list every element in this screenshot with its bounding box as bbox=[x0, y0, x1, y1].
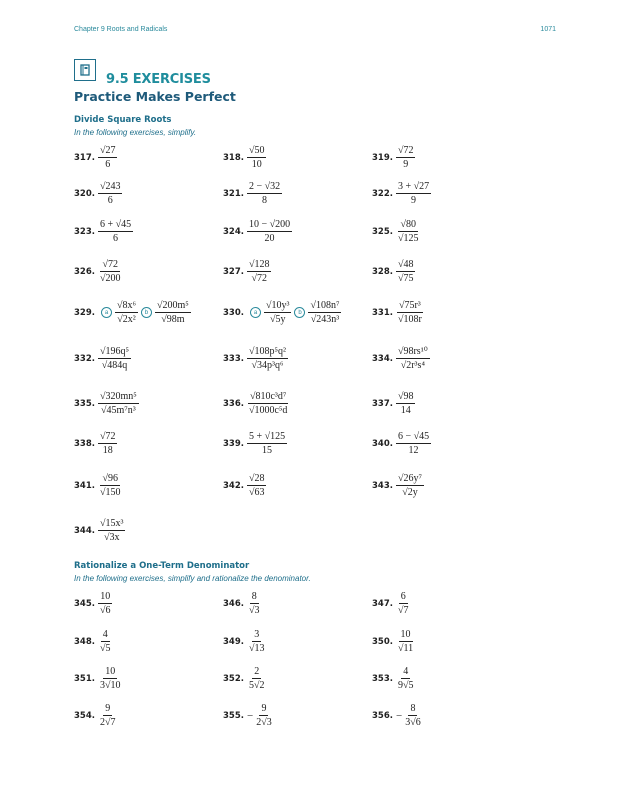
fraction bbox=[247, 259, 272, 284]
exercise-item bbox=[74, 591, 112, 616]
numerator: 10 bbox=[100, 591, 111, 602]
exercise-item bbox=[223, 181, 282, 206]
numerator: √320mn⁵ bbox=[99, 391, 137, 402]
denominator: √7 bbox=[397, 605, 409, 616]
fraction bbox=[98, 431, 118, 456]
numerator: 9 bbox=[105, 703, 111, 714]
fraction bbox=[396, 473, 424, 498]
numerator: √810c³d⁷ bbox=[249, 391, 287, 402]
exercise-item bbox=[74, 219, 133, 244]
fraction bbox=[98, 518, 126, 543]
exercise-number: 356. bbox=[372, 710, 393, 721]
fraction bbox=[396, 431, 431, 456]
fraction bbox=[396, 219, 421, 244]
numerator: 5 + √125 bbox=[248, 431, 286, 442]
fraction bbox=[98, 145, 118, 170]
exercise-number: 350. bbox=[372, 636, 393, 647]
denominator: √150 bbox=[99, 487, 121, 498]
numerator: 8 bbox=[251, 591, 257, 602]
exercise-item bbox=[223, 145, 266, 170]
running-header-chapter: Chapter 9 Roots and Radicals bbox=[74, 26, 168, 33]
exercise-number: 327. bbox=[223, 266, 244, 277]
numerator: √108p⁵q² bbox=[248, 346, 286, 357]
numerator: 4 bbox=[102, 629, 108, 640]
fraction bbox=[247, 145, 267, 170]
exercise-number: 353. bbox=[372, 673, 393, 684]
fraction bbox=[396, 391, 416, 416]
exercise-item bbox=[372, 145, 415, 170]
numerator: √80 bbox=[400, 219, 416, 230]
denominator: √98m bbox=[161, 314, 185, 325]
exercise-number: 334. bbox=[372, 353, 393, 364]
denominator: 10 bbox=[251, 159, 262, 170]
fraction bbox=[264, 300, 292, 325]
exercise-number: 317. bbox=[74, 152, 95, 163]
exercise-item bbox=[223, 591, 261, 616]
denominator: 20 bbox=[264, 233, 275, 244]
numerator: 8 bbox=[410, 703, 416, 714]
denominator: 3√6 bbox=[405, 717, 421, 728]
fraction bbox=[403, 703, 423, 728]
denominator: √63 bbox=[248, 487, 265, 498]
exercise-item bbox=[372, 591, 410, 616]
exercise-number: 328. bbox=[372, 266, 393, 277]
fraction bbox=[247, 391, 289, 416]
exercise-item bbox=[74, 181, 122, 206]
exercise-item bbox=[372, 473, 424, 498]
numerator: √98rs¹⁰ bbox=[397, 346, 428, 357]
exercise-number: 329. bbox=[74, 307, 95, 318]
fraction bbox=[254, 703, 274, 728]
denominator: √11 bbox=[397, 643, 414, 654]
fraction bbox=[247, 431, 287, 456]
fraction bbox=[247, 591, 262, 616]
exercise-item bbox=[372, 666, 415, 691]
exercise-item bbox=[223, 259, 271, 284]
numerator: 10 bbox=[400, 629, 411, 640]
minus-sign: − bbox=[246, 709, 254, 722]
exercise-item bbox=[223, 473, 266, 498]
exercise-number: 320. bbox=[74, 188, 95, 199]
numerator: √27 bbox=[99, 145, 116, 156]
fraction bbox=[396, 259, 416, 284]
numerator: √15x³ bbox=[99, 518, 124, 529]
exercise-item bbox=[372, 629, 415, 654]
exercise-item bbox=[74, 666, 122, 691]
fraction bbox=[247, 181, 282, 206]
exercise-item bbox=[74, 629, 112, 654]
fraction bbox=[396, 300, 424, 325]
numerator: √50 bbox=[248, 145, 265, 156]
exercise-item bbox=[223, 666, 266, 691]
exercise-number: 345. bbox=[74, 598, 95, 609]
exercise-number: 355. bbox=[223, 710, 244, 721]
denominator: 2√7 bbox=[99, 717, 116, 728]
page-number: 1071 bbox=[540, 26, 556, 33]
exercise-item bbox=[223, 346, 288, 371]
exercise-item bbox=[74, 346, 131, 371]
exercise-item bbox=[74, 391, 139, 416]
exercise-number: 348. bbox=[74, 636, 95, 647]
exercise-item bbox=[372, 219, 420, 244]
denominator: √13 bbox=[248, 643, 265, 654]
exercise-number: 338. bbox=[74, 438, 95, 449]
fraction bbox=[396, 346, 430, 371]
denominator: 14 bbox=[400, 405, 411, 416]
fraction bbox=[247, 473, 267, 498]
denominator: √5y bbox=[269, 314, 286, 325]
numerator: 9 bbox=[261, 703, 267, 714]
denominator: √125 bbox=[397, 233, 419, 244]
denominator: √108r bbox=[397, 314, 422, 325]
fraction bbox=[98, 219, 133, 244]
exercise-number: 342. bbox=[223, 480, 244, 491]
denominator: 8 bbox=[262, 195, 268, 206]
exercise-item bbox=[372, 259, 415, 284]
exercise-item bbox=[74, 300, 191, 325]
numerator: √72 bbox=[102, 259, 118, 270]
denominator: 3√10 bbox=[99, 680, 121, 691]
exercise-number: 352. bbox=[223, 673, 244, 684]
group-title: Divide Square Roots bbox=[74, 115, 172, 125]
numerator: √28 bbox=[248, 473, 265, 484]
exercise-number: 319. bbox=[372, 152, 393, 163]
denominator: 9 bbox=[411, 195, 417, 206]
exercise-item bbox=[372, 181, 431, 206]
fraction-b bbox=[155, 300, 191, 325]
fraction bbox=[98, 703, 118, 728]
exercise-number: 333. bbox=[223, 353, 244, 364]
fraction bbox=[98, 259, 123, 284]
denominator: √2r³s⁴ bbox=[400, 360, 425, 371]
numerator: √108n⁷ bbox=[310, 300, 340, 311]
exercise-number: 318. bbox=[223, 152, 244, 163]
numerator: √48 bbox=[397, 259, 414, 270]
numerator: √8x⁶ bbox=[116, 300, 136, 311]
fraction bbox=[247, 219, 292, 244]
denominator: 12 bbox=[408, 445, 419, 456]
exercise-number: 323. bbox=[74, 226, 95, 237]
numerator: 3 bbox=[254, 629, 260, 640]
part-a-label: a bbox=[101, 307, 112, 318]
fraction bbox=[98, 391, 139, 416]
exercise-number: 321. bbox=[223, 188, 244, 199]
denominator: √1000c⁵d bbox=[248, 405, 288, 416]
exercise-number: 337. bbox=[372, 398, 393, 409]
numerator: 10 bbox=[105, 666, 116, 677]
denominator: 6 bbox=[113, 233, 119, 244]
exercise-item bbox=[74, 431, 117, 456]
group-instruction: In the following exercises, simplify. bbox=[74, 128, 197, 137]
fraction-b bbox=[308, 300, 341, 325]
denominator: 9√5 bbox=[397, 680, 414, 691]
exercise-item bbox=[74, 703, 117, 728]
exercise-number: 343. bbox=[372, 480, 393, 491]
exercise-number: 347. bbox=[372, 598, 393, 609]
denominator: √3 bbox=[248, 605, 260, 616]
numerator: 10 − √200 bbox=[248, 219, 291, 230]
minus-sign: − bbox=[395, 709, 403, 722]
exercise-number: 335. bbox=[74, 398, 95, 409]
numerator: 3 + √27 bbox=[397, 181, 430, 192]
exercise-item bbox=[372, 703, 423, 728]
exercise-number: 324. bbox=[223, 226, 244, 237]
numerator: √128 bbox=[248, 259, 270, 270]
fraction bbox=[247, 346, 288, 371]
exercise-item bbox=[74, 473, 122, 498]
exercise-item bbox=[372, 391, 415, 416]
exercise-number: 349. bbox=[223, 636, 244, 647]
fraction bbox=[115, 300, 138, 325]
fraction bbox=[396, 629, 415, 654]
exercise-item bbox=[74, 259, 122, 284]
exercise-number: 344. bbox=[74, 525, 95, 536]
exercise-number: 354. bbox=[74, 710, 95, 721]
fraction bbox=[396, 181, 431, 206]
denominator: √75 bbox=[397, 273, 414, 284]
group-title: Rationalize a One-Term Denominator bbox=[74, 561, 250, 571]
fraction bbox=[247, 629, 267, 654]
exercise-number: 330. bbox=[223, 307, 244, 318]
exercise-number: 322. bbox=[372, 188, 393, 199]
denominator: √243n³ bbox=[310, 314, 340, 325]
exercise-item bbox=[223, 629, 266, 654]
denominator: 9 bbox=[403, 159, 409, 170]
denominator: 5√2 bbox=[248, 680, 265, 691]
numerator: 6 − √45 bbox=[397, 431, 430, 442]
denominator: √484q bbox=[101, 360, 128, 371]
denominator: √2y bbox=[402, 487, 418, 498]
exercise-number: 341. bbox=[74, 480, 95, 491]
denominator: 2√3 bbox=[256, 717, 272, 728]
denominator: 15 bbox=[262, 445, 273, 456]
exercise-number: 331. bbox=[372, 307, 393, 318]
denominator: √72 bbox=[251, 273, 267, 284]
part-a-label: a bbox=[250, 307, 261, 318]
exercise-number: 325. bbox=[372, 226, 393, 237]
numerator: √96 bbox=[102, 473, 118, 484]
fraction bbox=[98, 591, 113, 616]
exercise-number: 339. bbox=[223, 438, 244, 449]
numerator: √75r³ bbox=[398, 300, 421, 311]
fraction bbox=[247, 666, 267, 691]
denominator: √2x² bbox=[117, 314, 136, 325]
section-subtitle: Practice Makes Perfect bbox=[74, 89, 236, 104]
exercise-number: 351. bbox=[74, 673, 95, 684]
fraction bbox=[98, 666, 123, 691]
exercise-item bbox=[372, 346, 430, 371]
numerator: 2 bbox=[254, 666, 260, 677]
exercise-number: 340. bbox=[372, 438, 393, 449]
fraction bbox=[98, 181, 123, 206]
numerator: 6 bbox=[400, 591, 406, 602]
denominator: √200 bbox=[99, 273, 121, 284]
exercise-number: 346. bbox=[223, 598, 244, 609]
section-number: 9.5 EXERCISES bbox=[106, 72, 211, 87]
group-instruction: In the following exercises, simplify and rationalize the denominator. bbox=[74, 574, 311, 583]
numerator: √200m⁵ bbox=[156, 300, 189, 311]
exercise-item bbox=[223, 219, 292, 244]
book-icon bbox=[74, 59, 96, 81]
exercise-item bbox=[372, 431, 431, 456]
numerator: 4 bbox=[403, 666, 409, 677]
exercise-item bbox=[372, 300, 424, 325]
exercise-item bbox=[223, 300, 341, 325]
denominator: 18 bbox=[102, 445, 113, 456]
denominator: √5 bbox=[99, 643, 111, 654]
fraction bbox=[396, 145, 416, 170]
fraction bbox=[98, 473, 123, 498]
numerator: √243 bbox=[99, 181, 121, 192]
part-b-label: b bbox=[294, 307, 305, 318]
numerator: √26y⁷ bbox=[397, 473, 422, 484]
exercise-item bbox=[223, 431, 287, 456]
exercise-item bbox=[74, 518, 125, 543]
fraction bbox=[98, 629, 113, 654]
exercise-item bbox=[223, 391, 289, 416]
denominator: √34p³q⁶ bbox=[251, 360, 284, 371]
numerator: √72 bbox=[397, 145, 414, 156]
exercise-item bbox=[223, 703, 274, 728]
numerator: 2 − √32 bbox=[248, 181, 281, 192]
exercise-number: 326. bbox=[74, 266, 95, 277]
numerator: √98 bbox=[397, 391, 414, 402]
denominator: √6 bbox=[99, 605, 111, 616]
fraction bbox=[98, 346, 131, 371]
exercise-number: 336. bbox=[223, 398, 244, 409]
numerator: √196q⁵ bbox=[99, 346, 129, 357]
numerator: 6 + √45 bbox=[99, 219, 132, 230]
exercise-item bbox=[74, 145, 117, 170]
exercise-number: 332. bbox=[74, 353, 95, 364]
denominator: 6 bbox=[107, 195, 113, 206]
fraction bbox=[396, 666, 416, 691]
part-b-label: b bbox=[141, 307, 152, 318]
fraction bbox=[396, 591, 411, 616]
denominator: √3x bbox=[103, 532, 120, 543]
numerator: √10y³ bbox=[265, 300, 290, 311]
denominator: 6 bbox=[105, 159, 111, 170]
denominator: √45m⁷n³ bbox=[100, 405, 136, 416]
numerator: √72 bbox=[99, 431, 116, 442]
